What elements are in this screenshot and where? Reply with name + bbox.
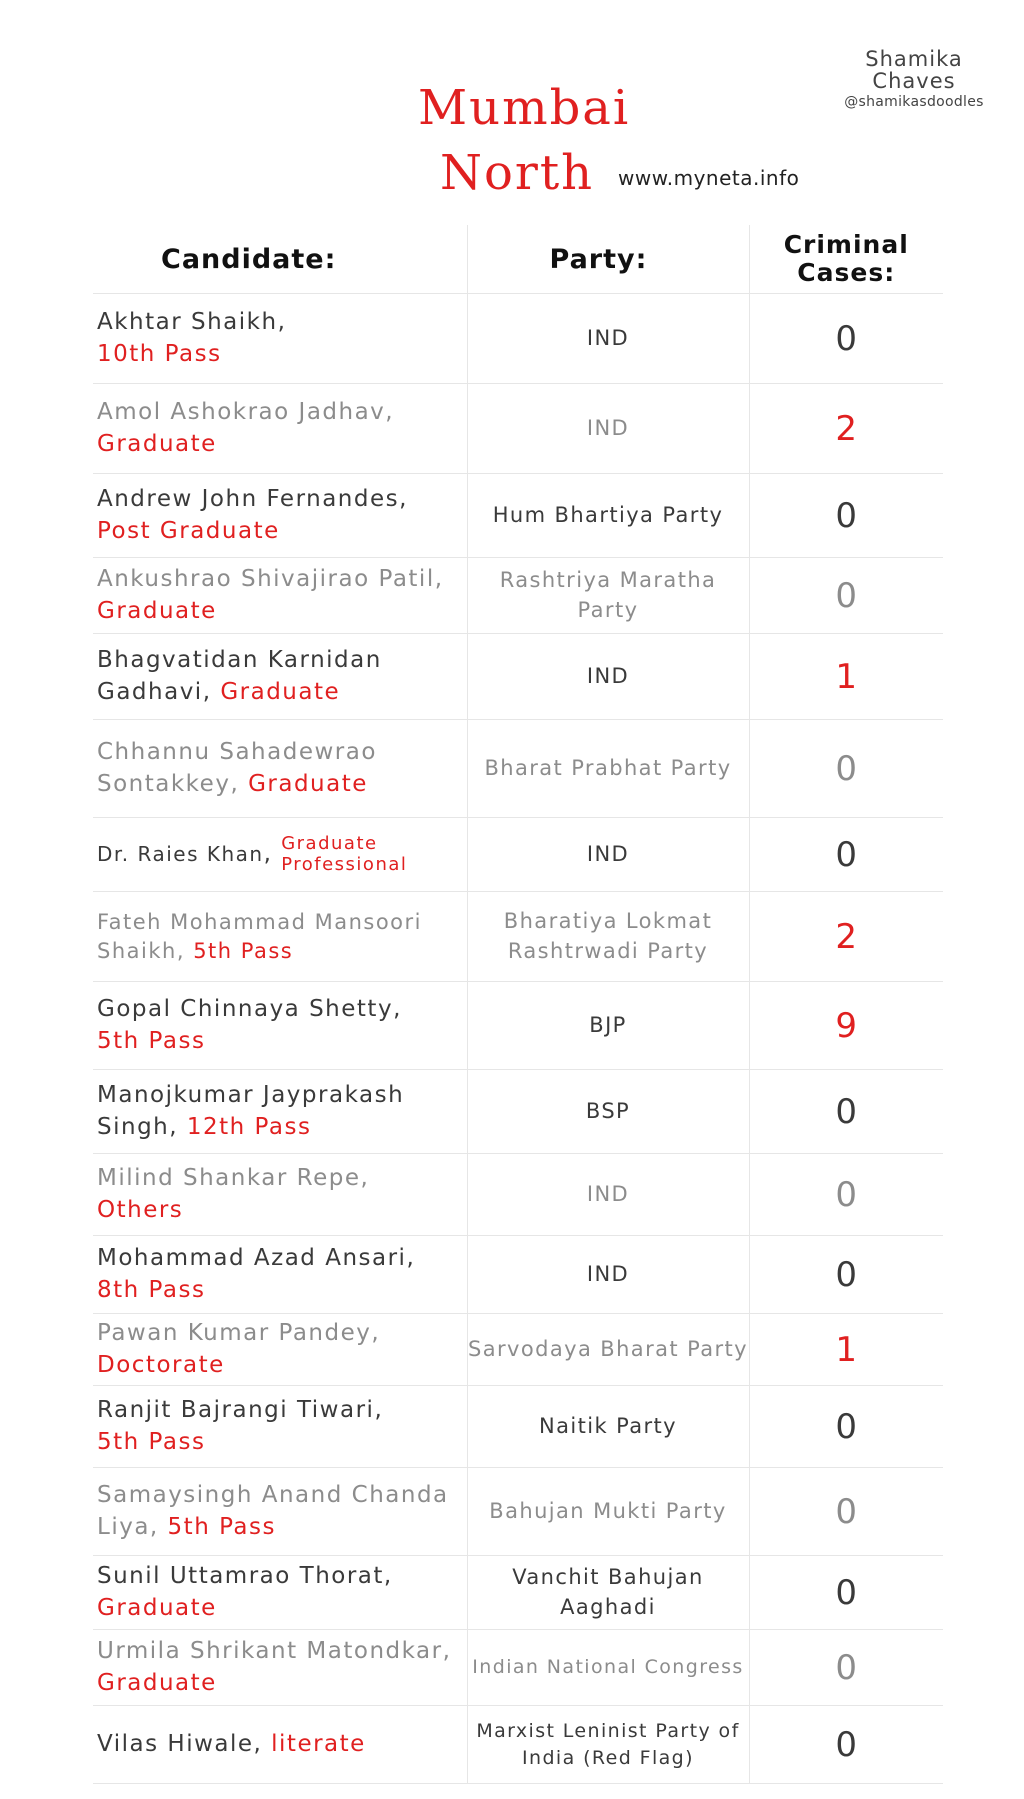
candidate-education: 10th Pass — [97, 340, 222, 367]
cases-cell: 0 — [749, 1630, 943, 1706]
candidate-education: 5th Pass — [97, 1428, 206, 1455]
candidate-education: Graduate — [220, 678, 341, 705]
candidate-name: Milind Shankar Repe — [97, 1165, 361, 1192]
candidate-cell: Mohammad Azad Ansari, 8th Pass — [97, 1245, 416, 1303]
candidate-cell: Dr. Raies Khan, Graduate Professional — [97, 832, 408, 875]
candidate-name: Dr. Raies Khan — [97, 842, 264, 866]
party-cell: IND — [467, 294, 749, 384]
table-row — [93, 892, 943, 982]
author-credit — [824, 48, 1004, 110]
candidate-cell: Gopal Chinnaya Shetty, 5th Pass — [97, 996, 402, 1054]
candidate-name: Mohammad Azad Ansari — [97, 1245, 407, 1272]
candidate-cell: Bhagvatidan Karnidan Gadhavi, Graduate — [97, 647, 382, 705]
candidate-cell: Ankushrao Shivajirao Patil, Graduate — [97, 566, 444, 624]
candidate-cell: Andrew John Fernandes, Post Graduate — [97, 486, 408, 544]
cases-cell: 1 — [749, 1314, 943, 1386]
party-cell: Rashtriya Maratha Party — [467, 558, 749, 634]
candidate-education: Graduate — [97, 430, 217, 457]
author-handle: @shamikasdoodles — [844, 94, 984, 111]
table-row — [93, 720, 943, 818]
cases-cell: 0 — [749, 1468, 943, 1556]
party-cell: Bharat Prabhat Party — [467, 720, 749, 818]
party-cell: BJP — [467, 982, 749, 1070]
candidate-cell: Akhtar Shaikh, 10th Pass — [97, 309, 287, 367]
candidate-name: Ranjit Bajrangi Tiwari — [97, 1397, 375, 1424]
cases-cell: 0 — [749, 1386, 943, 1468]
candidate-name: Pawan Kumar Pandey — [97, 1320, 372, 1347]
cases-cell: 0 — [749, 1154, 943, 1236]
candidate-cell: Samaysingh Anand Chanda Liya, 5th Pass — [97, 1482, 449, 1540]
candidate-education: Graduate — [97, 597, 217, 624]
candidate-education: literate — [271, 1730, 366, 1757]
table-row — [93, 1556, 943, 1630]
table-row — [93, 1630, 943, 1706]
table-row — [93, 294, 943, 384]
candidate-name: Andrew John Fernandes — [97, 486, 400, 513]
candidate-cell: Ranjit Bajrangi Tiwari, 5th Pass — [97, 1397, 384, 1455]
candidate-cell: Milind Shankar Repe, Others — [97, 1165, 370, 1223]
table-row — [93, 634, 943, 720]
table-row — [93, 384, 943, 474]
candidate-education: Graduate — [97, 1594, 217, 1621]
candidate-cell: Amol Ashokrao Jadhav, Graduate — [97, 399, 395, 457]
candidate-education: Graduate — [97, 1669, 217, 1696]
candidate-education: Graduate — [248, 770, 368, 797]
cases-cell: 2 — [749, 384, 943, 474]
cases-cell: 0 — [749, 474, 943, 558]
party-cell: Marxist Leninist Party of India (Red Flag) — [467, 1706, 749, 1784]
party-cell: Hum Bhartiya Party — [467, 474, 749, 558]
party-cell: IND — [467, 1236, 749, 1314]
candidate-education: 5th Pass — [97, 1027, 206, 1054]
candidate-name: Fateh Mohammad Mansoori Shaikh — [97, 910, 422, 963]
candidate-name: Akhtar Shaikh — [97, 309, 278, 336]
candidate-name: Urmila Shrikant Matondkar — [97, 1638, 443, 1665]
cases-cell: 0 — [749, 1706, 943, 1784]
party-cell: Sarvodaya Bharat Party — [467, 1314, 749, 1386]
candidate-cell: Urmila Shrikant Matondkar, Graduate — [97, 1638, 452, 1696]
table-row — [93, 1070, 943, 1154]
table-header-row — [93, 225, 943, 294]
party-cell: Vanchit Bahujan Aaghadi — [467, 1556, 749, 1630]
party-cell: Indian National Congress — [467, 1630, 749, 1706]
candidate-name: Gopal Chinnaya Shetty — [97, 996, 394, 1023]
candidate-name: Sunil Uttamrao Thorat — [97, 1563, 384, 1590]
header-party: Party: — [467, 225, 749, 294]
candidate-name: Bhagvatidan Karnidan Gadhavi — [97, 647, 382, 705]
candidate-name: Amol Ashokrao Jadhav — [97, 399, 386, 426]
party-cell: Naitik Party — [467, 1386, 749, 1468]
table-row — [93, 1154, 943, 1236]
cases-cell: 0 — [749, 1556, 943, 1630]
cases-cell: 0 — [749, 818, 943, 892]
table-row — [93, 982, 943, 1070]
candidate-education: 12th Pass — [186, 1113, 312, 1140]
party-cell: IND — [467, 818, 749, 892]
party-cell: Bahujan Mukti Party — [467, 1468, 749, 1556]
party-cell: IND — [467, 1154, 749, 1236]
page-title-line1: Mumbai — [418, 80, 631, 136]
author-name-line1: Shamika — [865, 47, 963, 71]
candidate-name: Ankushrao Shivajirao Patil — [97, 566, 435, 593]
candidate-cell: Vilas Hiwale, literate — [97, 1730, 366, 1757]
table-row — [93, 1314, 943, 1386]
header-criminal-cases — [749, 225, 943, 294]
cases-cell: 0 — [749, 1070, 943, 1154]
table-row — [93, 818, 943, 892]
cases-cell: 2 — [749, 892, 943, 982]
cases-cell: 0 — [749, 294, 943, 384]
candidate-education: Post Graduate — [97, 517, 280, 544]
candidate-cell: Chhannu Sahadewrao Sontakkey, Graduate — [97, 739, 377, 797]
candidate-education: Others — [97, 1196, 184, 1223]
party-cell: IND — [467, 384, 749, 474]
candidate-education: Graduate Professional — [281, 832, 408, 875]
table-row — [93, 474, 943, 558]
source-url: www.myneta.info — [618, 166, 800, 190]
cases-cell: 1 — [749, 634, 943, 720]
header-cases-line2: Cases: — [797, 258, 896, 287]
cases-cell: 9 — [749, 982, 943, 1070]
candidates-table — [93, 225, 943, 1784]
candidate-cell: Sunil Uttamrao Thorat, Graduate — [97, 1563, 393, 1621]
page-title-line2: North — [440, 145, 595, 201]
author-name-line2: Chaves — [872, 69, 956, 94]
header-cases-line1: Criminal — [783, 230, 909, 259]
candidate-cell: Pawan Kumar Pandey, Doctorate — [97, 1320, 381, 1378]
table-row — [93, 1706, 943, 1784]
candidate-cell: Manojkumar Jayprakash Singh, 12th Pass — [97, 1082, 405, 1140]
candidate-name: Chhannu Sahadewrao Sontakkey — [97, 739, 377, 797]
table-row — [93, 558, 943, 634]
party-cell: IND — [467, 634, 749, 720]
party-cell: BSP — [467, 1070, 749, 1154]
cases-cell: 0 — [749, 1236, 943, 1314]
candidate-cell: Fateh Mohammad Mansoori Shaikh, 5th Pass — [97, 910, 422, 963]
candidate-education: 5th Pass — [167, 1513, 276, 1540]
candidate-name: Samaysingh Anand Chanda Liya — [97, 1482, 449, 1540]
table-row — [93, 1386, 943, 1468]
cases-cell: 0 — [749, 720, 943, 818]
candidate-education: 8th Pass — [97, 1276, 206, 1303]
candidate-name: Manojkumar Jayprakash Singh — [97, 1082, 405, 1140]
cases-cell: 0 — [749, 558, 943, 634]
candidate-name: Vilas Hiwale — [97, 1730, 254, 1757]
table-row — [93, 1236, 943, 1314]
table-row — [93, 1468, 943, 1556]
candidate-education: Doctorate — [97, 1351, 225, 1378]
party-cell: Bharatiya Lokmat Rashtrwadi Party — [467, 892, 749, 982]
candidate-education: 5th Pass — [193, 938, 294, 963]
header-candidate: Candidate: — [161, 243, 337, 275]
